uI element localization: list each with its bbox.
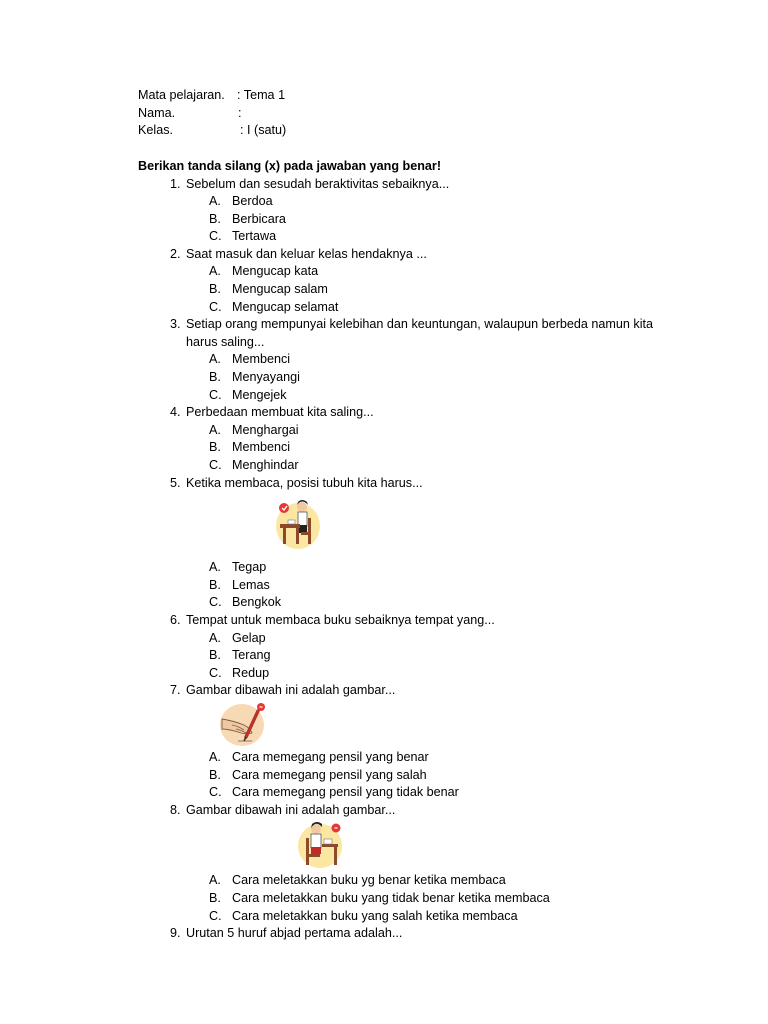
option-text: Cara memegang pensil yang salah [232,767,427,782]
question-3 [138,316,678,334]
option-2c[interactable] [138,299,678,317]
option-5b[interactable] [138,577,678,595]
option-text: Terang [232,648,271,663]
question-number: 6. [170,612,181,627]
option-8b[interactable] [138,890,678,908]
worksheet [138,87,678,943]
question-number: 3. [170,317,181,332]
option-letter: C. [209,229,222,244]
question-8 [138,802,678,820]
option-6c[interactable] [138,665,678,683]
option-5a[interactable] [138,559,678,577]
book-placement-illustration [138,819,678,872]
question-text: Perbedaan membuat kita saling... [186,405,374,420]
question-number: 4. [170,405,181,420]
child-reading-upright-icon [274,496,322,552]
name-value: : [238,105,242,120]
name-label: Nama. [138,105,176,120]
option-4a[interactable] [138,422,678,440]
option-letter: A. [209,873,221,888]
option-text: Berdoa [232,194,273,209]
option-letter: A. [209,352,221,367]
option-text: Cara meletakkan buku yang tidak benar ketika membaca [232,890,550,905]
option-text: Cara meletakkan buku yg benar ketika membaca [232,873,506,888]
option-text: Cara memegang pensil yang benar [232,749,429,764]
question-4 [138,404,678,422]
question-text: Sebelum dan sesudah beraktivitas sebaiknya... [186,176,450,191]
name-row [138,105,678,123]
option-letter: A. [209,264,221,279]
option-letter: B. [209,211,221,226]
option-letter: C. [209,785,222,800]
option-1a[interactable] [138,193,678,211]
option-letter: B. [209,890,221,905]
option-text: Tegap [232,560,267,575]
option-3c[interactable] [138,387,678,405]
option-text: Berbicara [232,211,286,226]
option-letter: B. [209,648,221,663]
option-4b[interactable] [138,439,678,457]
option-8a[interactable] [138,872,678,890]
option-letter: C. [209,665,222,680]
class-value: : I (satu) [240,123,287,137]
option-text: Tertawa [232,229,277,244]
question-number: 2. [170,246,181,261]
option-7b[interactable] [138,767,678,785]
option-text: Menyayangi [232,370,300,385]
option-2a[interactable] [138,263,678,281]
question-number: 9. [170,926,181,941]
option-text: Mengucap salam [232,282,328,297]
option-1b[interactable] [138,211,678,229]
option-letter: A. [209,749,221,764]
subject-value: : Tema 1 [237,88,286,102]
option-letter: C. [209,299,222,314]
question-text: Tempat untuk membaca buku sebaiknya tempat yang... [186,612,495,627]
question-text: Urutan 5 huruf abjad pertama adalah... [186,926,403,941]
pencil-grip-illustration [138,700,678,749]
option-text: Membenci [232,352,291,367]
option-text: Menghargai [232,422,299,437]
option-letter: B. [209,767,221,782]
question-9 [138,925,678,943]
question-number: 7. [170,683,181,698]
question-7 [138,682,678,700]
question-text: Saat masuk dan keluar kelas hendaknya ... [186,246,427,261]
class-row [138,122,678,140]
option-text: Mengucap selamat [232,299,339,314]
question-3-continued [138,334,678,352]
instruction: Berikan tanda silang (x) pada jawaban yang benar! [138,158,442,173]
question-text: Gambar dibawah ini adalah gambar... [186,802,396,817]
option-7c[interactable] [138,784,678,802]
option-2b[interactable] [138,281,678,299]
option-letter: B. [209,577,221,592]
option-letter: C. [209,458,222,472]
option-letter: B. [209,282,221,297]
option-text: Redup [232,665,270,680]
option-6b[interactable] [138,647,678,665]
subject-label: Mata pelajaran. [138,88,225,102]
option-1c[interactable] [138,228,678,246]
option-text: Gelap [232,630,266,645]
question-text-continued: harus saling... [186,334,265,349]
option-3b[interactable] [138,369,678,387]
question-text: Setiap orang mempunyai kelebihan dan keuntungan, walaupun berbeda namun kita [186,317,654,332]
option-6a[interactable] [138,630,678,648]
reading-posture-illustration [138,492,678,559]
option-text: Mengejek [232,387,287,402]
option-letter: A. [209,194,221,209]
question-number: 1. [170,176,181,191]
subject-row [138,87,678,105]
option-letter: B. [209,440,221,455]
option-text: Cara meletakkan buku yang salah ketika membaca [232,908,518,923]
class-label: Kelas. [138,123,174,137]
option-letter: B. [209,370,221,385]
hand-holding-pencil-icon [220,701,268,747]
option-text: Menghindar [232,458,299,472]
option-text: Mengucap kata [232,264,319,279]
question-5 [138,475,678,493]
option-letter: A. [209,630,221,645]
option-letter: C. [209,595,222,610]
question-text: Gambar dibawah ini adalah gambar... [186,683,396,698]
child-reading-book-icon [298,820,344,870]
option-text: Membenci [232,440,291,455]
option-text: Cara memegang pensil yang tidak benar [232,785,459,800]
option-letter: A. [209,422,221,437]
question-number: 5. [170,475,181,490]
question-text: Ketika membaca, posisi tubuh kita harus... [186,475,423,490]
option-4c[interactable] [138,457,678,475]
option-letter: C. [209,387,222,402]
question-2 [138,246,678,264]
option-5c[interactable] [138,594,678,612]
option-letter: A. [209,560,221,575]
option-text: Bengkok [232,595,282,610]
question-6 [138,612,678,630]
option-8c[interactable] [138,908,678,926]
question-1 [138,176,678,194]
question-number: 8. [170,802,181,817]
option-letter: C. [209,908,222,923]
option-3a[interactable] [138,351,678,369]
option-text: Lemas [232,577,270,592]
option-7a[interactable] [138,749,678,767]
